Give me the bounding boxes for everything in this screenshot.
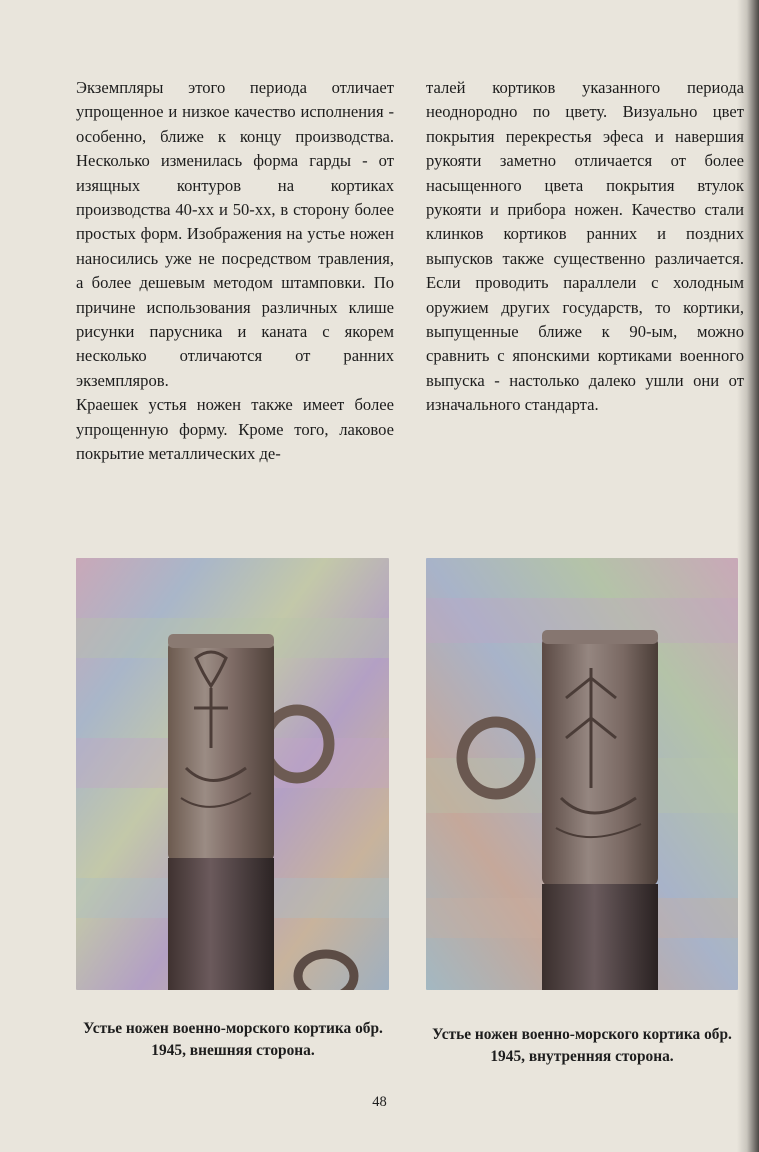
scabbard-inner-side-photo xyxy=(426,558,738,990)
left-text-column xyxy=(76,76,394,467)
right-figure-caption: Устье ножен военно-морского кортика обр. 1945, внутренняя сторона. xyxy=(432,1026,732,1065)
left-figure-caption: Устье ножен военно-морского кортика обр. 1945, внешняя сторона. xyxy=(83,1020,383,1059)
page-number: 48 xyxy=(372,1094,387,1110)
right-paragraph-1: талей кортиков указанного периода неоднородно по цвету. Визуально цвет покрытия перекрестья эфеса и навершия рукояти заметно отличается от более насыщенного цвета покрытия втулок рукояти и прибора ножен. Качество стали клинков кортиков ранних и поздних выпусков также существенно различается. Если проводить параллели с холодным оружием других государств, то кортики, выпущенные ближе к 90-ым, можно сравнить с японскими кортиками военного выпуска - настолько далеко ушли они от изначального стандарта. xyxy=(426,78,744,415)
scabbard-outer-side-photo xyxy=(76,558,389,990)
left-paragraph-1: Экземпляры этого периода отличает упрощенное и низкое качество исполнения - особенно, ближе к концу производства. Несколько изменилась форма гарды - от изящных контуров на кортиках производства 40-хх и 50-хх, в сторону более простых форм. Изображения на устье ножен наносились уже не посредством травления, а более дешевым методом штамповки. По причине использования различных клише рисунки парусника и каната с якорем несколько отличаются от ранних экземпляров. xyxy=(76,78,394,390)
right-text-column xyxy=(426,76,744,418)
left-paragraph-2: Краешек устья ножен также имеет более упрощенную форму. Кроме того, лаковое покрытие металлических де- xyxy=(76,395,394,464)
